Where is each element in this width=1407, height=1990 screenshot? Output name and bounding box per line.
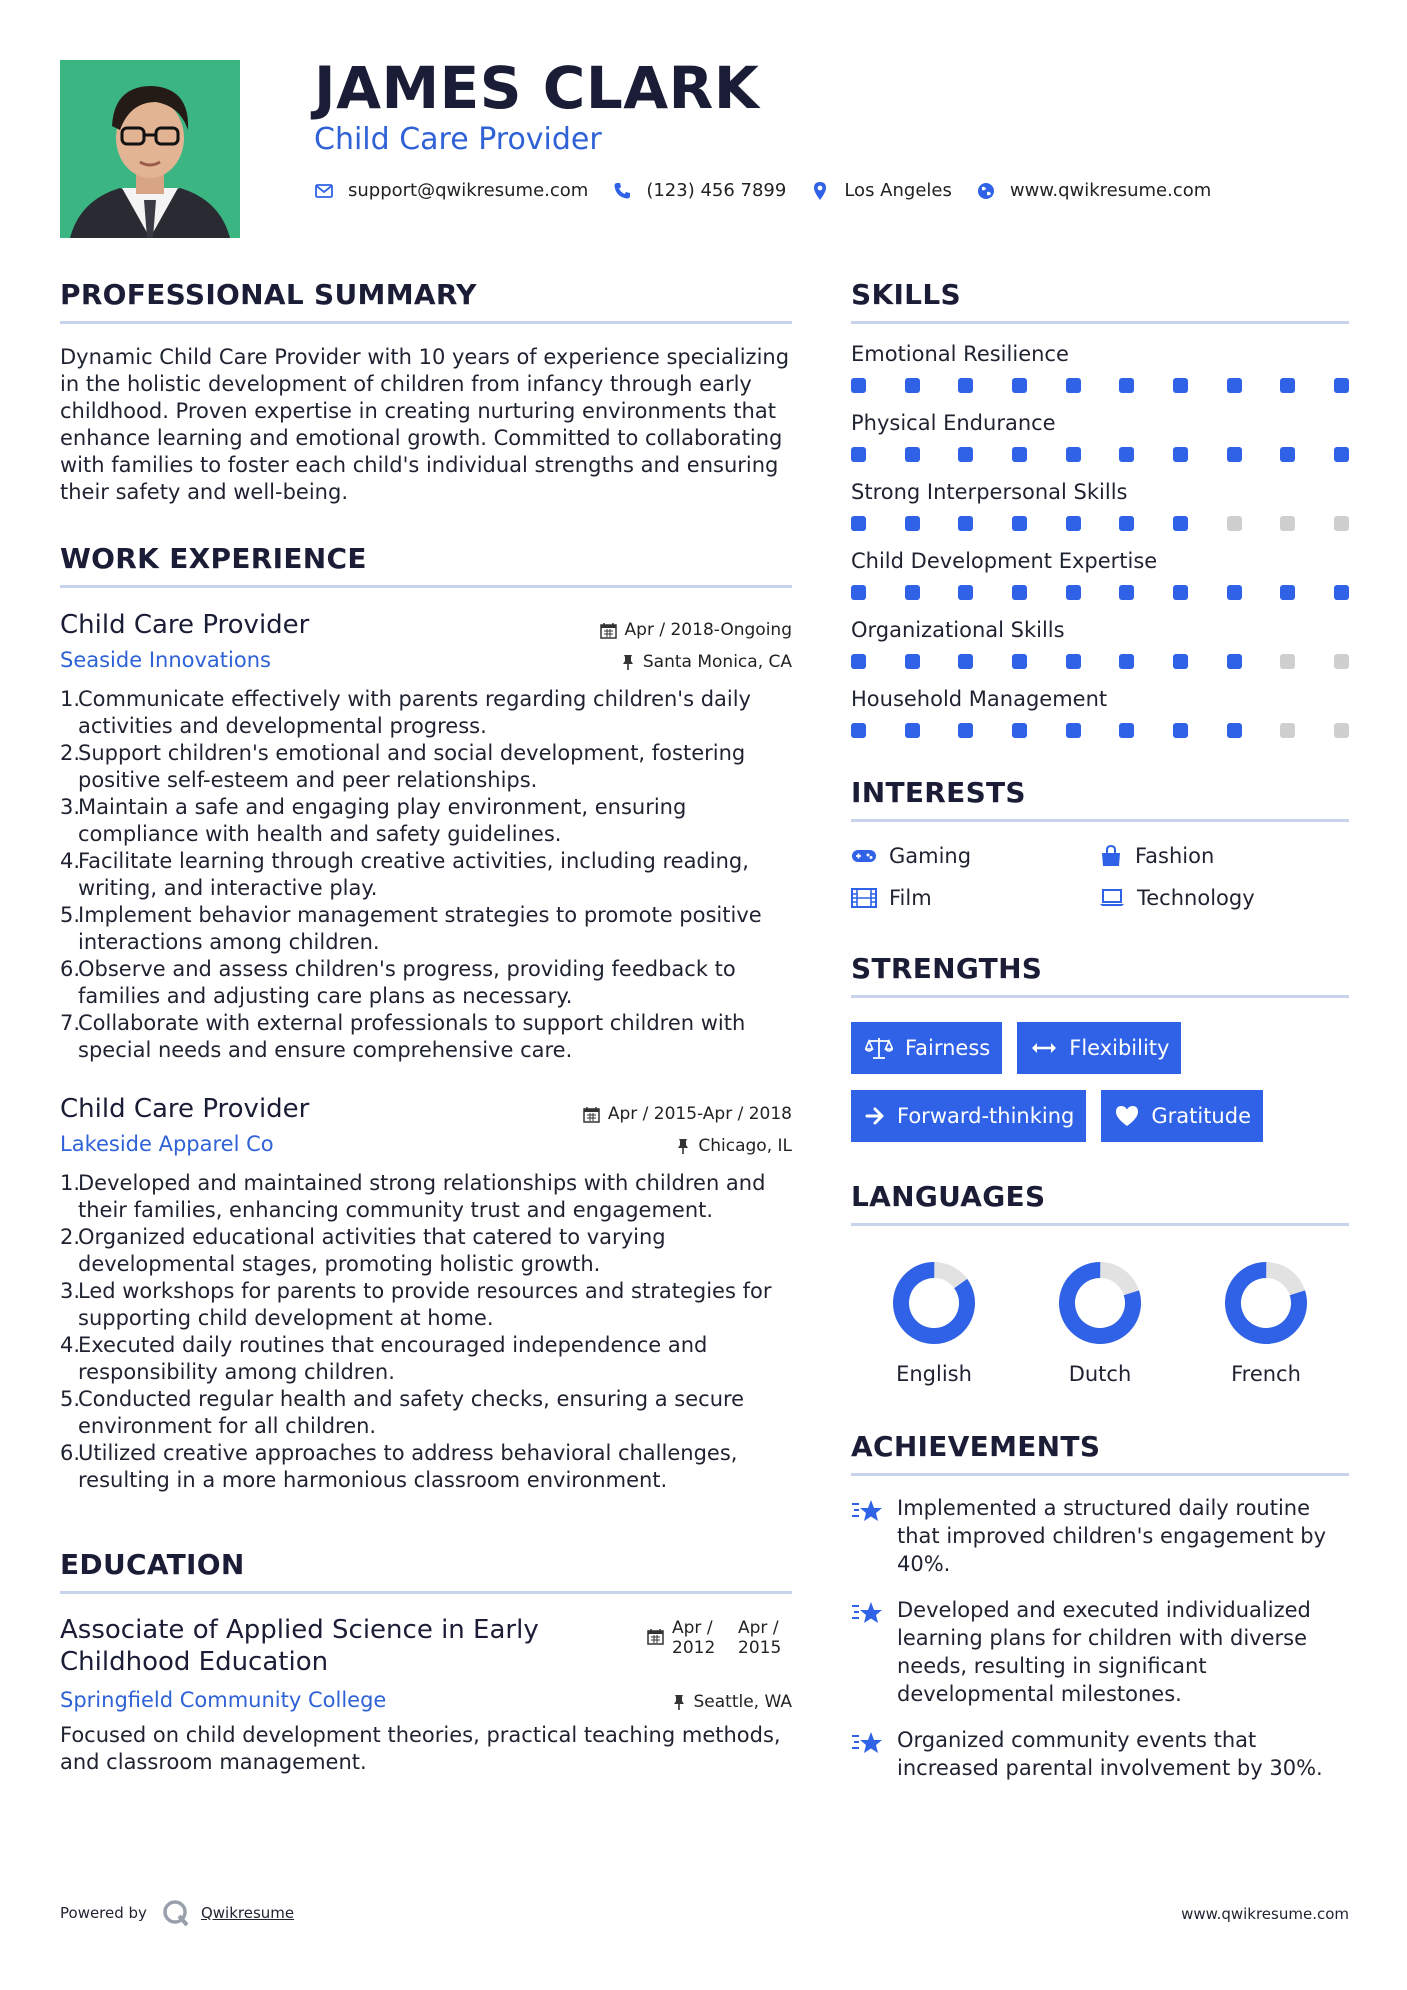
- rating-dot: [1334, 378, 1349, 393]
- star-icon: [851, 1730, 885, 1756]
- language-proficiency-ring: [891, 1260, 977, 1346]
- summary-text: Dynamic Child Care Provider with 10 years of experience specializing in the holistic development of children from infancy through early childhood. Proven expertise in creating nurturing environments that enhance learning and emotional growth. Committed to collaborating with families to foster each child's individual strengths and ensuring their safety and well-being.: [60, 345, 790, 504]
- rating-dot: [1119, 378, 1134, 393]
- rating-dot: [905, 516, 920, 531]
- rating-dot: [1119, 447, 1134, 462]
- job-entry: [60, 610, 792, 1064]
- candidate-name: JAMES CLARK: [314, 54, 760, 122]
- rating-dot: [1227, 447, 1242, 462]
- rating-dot: [1334, 447, 1349, 462]
- interest-item: Gaming: [851, 844, 1099, 868]
- rating-dot: [1012, 447, 1027, 462]
- rating-dot: [1173, 378, 1188, 393]
- rating-dot: [851, 516, 866, 531]
- education-date: Apr / 2012 Apr / 2015: [647, 1618, 792, 1658]
- rating-dot: [851, 447, 866, 462]
- rating-dot: [958, 516, 973, 531]
- rating-dot: [851, 585, 866, 600]
- left-column: [60, 278, 792, 1776]
- rating-dot: [1066, 378, 1081, 393]
- rating-dot: [1227, 654, 1242, 669]
- education-heading: EDUCATION: [60, 1548, 792, 1594]
- school-name: Springfield Community College: [60, 1688, 387, 1712]
- education-description: Focused on child development theories, practical teaching methods, and classroom management.: [60, 1723, 781, 1774]
- language-item: [851, 1260, 1017, 1386]
- rating-dot: [1280, 447, 1295, 462]
- contact-email[interactable]: support@qwikresume.com: [348, 180, 589, 201]
- skill-rating: [851, 585, 1349, 600]
- rating-dot: [1280, 378, 1295, 393]
- rating-dot: [1334, 654, 1349, 669]
- rating-dot: [1066, 585, 1081, 600]
- achievements-list: [851, 1494, 1349, 1782]
- languages-list: [851, 1260, 1349, 1386]
- skill-rating: [851, 723, 1349, 738]
- ring-fill: [1224, 1261, 1307, 1344]
- job-bullets: [60, 686, 792, 1064]
- list-item: 4. Executed daily routines that encouraged independence and responsibility among children.: [60, 1333, 708, 1384]
- achievement-item: Developed and executed individualized learning plans for children with diverse needs, resulting in significant developmental milestones.: [851, 1596, 1349, 1708]
- language-name: French: [1231, 1362, 1301, 1386]
- pushpin-icon: [672, 1694, 686, 1711]
- list-item: 5. Conducted regular health and safety checks, ensuring a secure environment for all children.: [60, 1387, 745, 1438]
- rating-dot: [1119, 723, 1134, 738]
- heart-icon: [1115, 1105, 1139, 1127]
- rating-dot: [1173, 585, 1188, 600]
- skill-item: [851, 480, 1349, 531]
- rating-dot: [1227, 378, 1242, 393]
- rating-dot: [905, 654, 920, 669]
- language-name: Dutch: [1068, 1362, 1132, 1386]
- skill-item: [851, 549, 1349, 600]
- strength-badge: Fairness: [851, 1022, 1002, 1074]
- job-location: Chicago, IL: [676, 1136, 792, 1156]
- rating-dot: [905, 378, 920, 393]
- strength-badge: Flexibility: [1017, 1022, 1181, 1074]
- rating-dot: [1066, 723, 1081, 738]
- list-item: 2. Support children's emotional and social development, fostering positive self-esteem and peer relationships.: [60, 741, 746, 792]
- language-item: [1183, 1260, 1349, 1386]
- contact-website[interactable]: www.qwikresume.com: [1009, 180, 1212, 201]
- rating-dot: [905, 585, 920, 600]
- list-item: 5. Implement behavior management strategies to promote positive interactions among children.: [60, 903, 762, 954]
- ring-fill: [1058, 1261, 1141, 1344]
- list-item: 1. Communicate effectively with parents regarding children's daily activities and developmental progress.: [60, 687, 751, 738]
- job-company: Lakeside Apparel Co: [60, 1132, 274, 1156]
- contact-location: Los Angeles: [844, 180, 952, 201]
- rating-dot: [958, 654, 973, 669]
- rating-dot: [1119, 654, 1134, 669]
- qwikresume-logo-icon: [161, 1898, 191, 1928]
- right-column: [851, 278, 1349, 1782]
- skill-label: Organizational Skills: [851, 618, 1065, 642]
- rating-dot: [958, 378, 973, 393]
- rating-dot: [1012, 654, 1027, 669]
- rating-dot: [1280, 654, 1295, 669]
- strength-badge: Gratitude: [1101, 1090, 1263, 1142]
- job-entry: [60, 1094, 792, 1494]
- rating-dot: [1280, 723, 1295, 738]
- rating-dot: [1012, 585, 1027, 600]
- laptop-icon: [1099, 889, 1125, 907]
- skill-label: Physical Endurance: [851, 411, 1056, 435]
- achievement-item: Implemented a structured daily routine that improved children's engagement by 40%.: [851, 1494, 1349, 1578]
- rating-dot: [1012, 516, 1027, 531]
- list-item: 1. Developed and maintained strong relationships with children and their families, enhancing community trust and engagement.: [60, 1171, 766, 1222]
- job-title: Child Care Provider: [60, 1094, 310, 1124]
- rating-dot: [1066, 516, 1081, 531]
- footer-website[interactable]: www.qwikresume.com: [1181, 1905, 1349, 1923]
- interests-heading: INTERESTS: [851, 776, 1349, 822]
- rating-dot: [958, 723, 973, 738]
- rating-dot: [1173, 654, 1188, 669]
- skill-rating: [851, 447, 1349, 462]
- candidate-title: Child Care Provider: [314, 122, 602, 157]
- achievements-heading: ACHIEVEMENTS: [851, 1430, 1349, 1476]
- rating-dot: [851, 654, 866, 669]
- skill-rating: [851, 516, 1349, 531]
- shopping-bag-icon: [1099, 845, 1123, 867]
- pushpin-icon: [621, 654, 635, 671]
- contact-bar: [314, 180, 1235, 201]
- skills-list: [851, 342, 1349, 738]
- education-entry: [60, 1614, 792, 1776]
- strengths-list: [851, 1022, 1349, 1142]
- skill-label: Child Development Expertise: [851, 549, 1158, 573]
- skill-item: [851, 411, 1349, 462]
- job-company: Seaside Innovations: [60, 648, 271, 672]
- film-icon: [851, 888, 877, 908]
- skills-heading: SKILLS: [851, 278, 1349, 324]
- pushpin-icon: [676, 1138, 690, 1155]
- rating-dot: [1227, 723, 1242, 738]
- balance-scale-icon: [865, 1037, 893, 1059]
- rating-dot: [1066, 447, 1081, 462]
- rating-dot: [1227, 516, 1242, 531]
- rating-dot: [1119, 585, 1134, 600]
- achievement-item: Organized community events that increased parental involvement by 30%.: [851, 1726, 1349, 1782]
- list-item: 6. Utilized creative approaches to address behavioral challenges, resulting in a more harmonious classroom environment.: [60, 1441, 738, 1492]
- rating-dot: [958, 447, 973, 462]
- rating-dot: [851, 723, 866, 738]
- language-proficiency-ring: [1223, 1260, 1309, 1346]
- skill-item: [851, 618, 1349, 669]
- interests-list: [851, 844, 1349, 910]
- star-icon: [851, 1498, 885, 1524]
- star-icon: [851, 1600, 885, 1626]
- language-name: English: [896, 1362, 972, 1386]
- rating-dot: [1012, 378, 1027, 393]
- envelope-icon: [314, 181, 334, 201]
- ring-fill: [891, 1260, 977, 1346]
- experience-heading: WORK EXPERIENCE: [60, 542, 792, 588]
- interest-item: Fashion: [1099, 844, 1347, 868]
- strengths-heading: STRENGTHS: [851, 952, 1349, 998]
- profile-photo: [60, 60, 240, 238]
- language-item: [1017, 1260, 1183, 1386]
- rating-dot: [905, 723, 920, 738]
- skill-label: Emotional Resilience: [851, 342, 1069, 366]
- calendar-icon: [647, 1628, 664, 1645]
- calendar-icon: [583, 1106, 600, 1123]
- calendar-icon: [600, 622, 617, 639]
- list-item: 6. Observe and assess children's progress, providing feedback to families and adjusting care plans as necessary.: [60, 957, 736, 1008]
- skill-item: [851, 342, 1349, 393]
- skill-item: [851, 687, 1349, 738]
- arrow-right-icon: [865, 1106, 885, 1126]
- job-title: Child Care Provider: [60, 610, 310, 640]
- degree-title: Associate of Applied Science in Early Childhood Education: [60, 1615, 539, 1677]
- rating-dot: [1012, 723, 1027, 738]
- contact-phone[interactable]: (123) 456 7899: [646, 180, 787, 201]
- skill-label: Household Management: [851, 687, 1108, 711]
- rating-dot: [1334, 516, 1349, 531]
- globe-icon: [976, 181, 996, 201]
- skill-label: Strong Interpersonal Skills: [851, 480, 1128, 504]
- list-item: 4. Facilitate learning through creative activities, including reading, writing, and interactive play.: [60, 849, 749, 900]
- footer-powered-by: Powered by Qwikresume: [60, 1898, 294, 1928]
- summary-heading: PROFESSIONAL SUMMARY: [60, 278, 792, 324]
- phone-icon: [612, 181, 632, 201]
- rating-dot: [958, 585, 973, 600]
- list-item: 2. Organized educational activities that catered to varying developmental stages, promoting holistic growth.: [60, 1225, 666, 1276]
- arrows-horizontal-icon: [1031, 1041, 1057, 1055]
- language-proficiency-ring: [1057, 1260, 1143, 1346]
- interest-item: Film: [851, 886, 1099, 910]
- rating-dot: [1280, 516, 1295, 531]
- list-item: 7. Collaborate with external professionals to support children with special needs and ensure comprehensive care.: [60, 1011, 746, 1062]
- job-location: Santa Monica, CA: [621, 652, 792, 672]
- job-date: Apr / 2018-Ongoing: [600, 620, 792, 640]
- footer-brand-link[interactable]: Qwikresume: [200, 1904, 295, 1922]
- education-location: Seattle, WA: [672, 1692, 793, 1712]
- job-bullets: [60, 1170, 792, 1494]
- list-item: 3. Maintain a safe and engaging play environment, ensuring compliance with health and safety guidelines.: [60, 795, 687, 846]
- rating-dot: [851, 378, 866, 393]
- rating-dot: [1119, 516, 1134, 531]
- job-date: Apr / 2015-Apr / 2018: [583, 1104, 792, 1124]
- rating-dot: [1280, 585, 1295, 600]
- rating-dot: [1334, 723, 1349, 738]
- rating-dot: [1066, 654, 1081, 669]
- rating-dot: [1173, 723, 1188, 738]
- rating-dot: [1173, 516, 1188, 531]
- rating-dot: [905, 447, 920, 462]
- skill-rating: [851, 378, 1349, 393]
- rating-dot: [1334, 585, 1349, 600]
- map-marker-icon: [810, 181, 830, 201]
- strength-badge: Forward-thinking: [851, 1090, 1086, 1142]
- languages-heading: LANGUAGES: [851, 1180, 1349, 1226]
- skill-rating: [851, 654, 1349, 669]
- gamepad-icon: [851, 847, 877, 865]
- list-item: 3. Led workshops for parents to provide resources and strategies for supporting child development at home.: [60, 1279, 772, 1330]
- rating-dot: [1173, 447, 1188, 462]
- rating-dot: [1227, 585, 1242, 600]
- interest-item: Technology: [1099, 886, 1347, 910]
